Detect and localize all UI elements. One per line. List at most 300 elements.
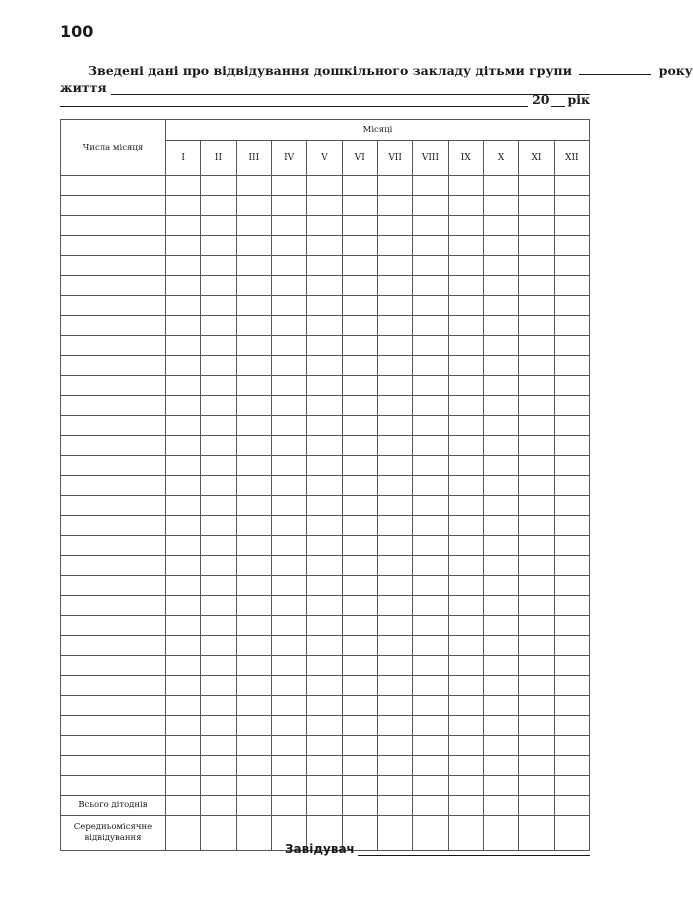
table-row	[61, 676, 590, 696]
attendance-cell	[201, 236, 236, 256]
attendance-cell	[519, 196, 554, 216]
attendance-cell	[236, 436, 271, 456]
attendance-cell	[413, 496, 448, 516]
attendance-cell	[342, 376, 377, 396]
table-row	[61, 616, 590, 636]
day-cell	[61, 356, 166, 376]
attendance-cell	[342, 696, 377, 716]
attendance-cell	[448, 676, 483, 696]
table-row	[61, 296, 590, 316]
attendance-cell	[519, 756, 554, 776]
total-days-row-cell	[271, 796, 306, 816]
attendance-cell	[166, 676, 201, 696]
attendance-cell	[448, 516, 483, 536]
document-title: Зведені дані про відвідування дошкільного закладу дітьми групи	[88, 63, 572, 78]
attendance-cell	[377, 316, 412, 336]
attendance-cell	[271, 236, 306, 256]
attendance-cell	[307, 316, 342, 336]
attendance-cell	[448, 656, 483, 676]
attendance-cell	[201, 256, 236, 276]
attendance-cell	[307, 176, 342, 196]
table-row	[61, 736, 590, 756]
attendance-cell	[236, 196, 271, 216]
total-days-row-cell	[483, 796, 518, 816]
attendance-cell	[483, 736, 518, 756]
attendance-cell	[307, 496, 342, 516]
attendance-cell	[271, 616, 306, 636]
attendance-cell	[166, 316, 201, 336]
table-row	[61, 476, 590, 496]
attendance-table	[60, 119, 590, 851]
attendance-cell	[236, 636, 271, 656]
attendance-cell	[554, 756, 589, 776]
attendance-cell	[448, 476, 483, 496]
table-row	[61, 216, 590, 236]
attendance-cell	[271, 216, 306, 236]
attendance-cell	[342, 476, 377, 496]
attendance-cell	[519, 516, 554, 536]
attendance-cell	[271, 656, 306, 676]
attendance-cell	[448, 776, 483, 796]
attendance-cell	[201, 516, 236, 536]
table-row	[61, 536, 590, 556]
attendance-cell	[201, 296, 236, 316]
attendance-cell	[377, 396, 412, 416]
attendance-cell	[166, 336, 201, 356]
attendance-cell	[519, 576, 554, 596]
attendance-cell	[201, 736, 236, 756]
attendance-cell	[554, 176, 589, 196]
attendance-cell	[377, 236, 412, 256]
attendance-cell	[342, 776, 377, 796]
attendance-cell	[271, 756, 306, 776]
attendance-cell	[201, 476, 236, 496]
attendance-cell	[166, 216, 201, 236]
attendance-cell	[377, 256, 412, 276]
signature-line	[285, 842, 590, 856]
attendance-cell	[166, 716, 201, 736]
attendance-cell	[519, 236, 554, 256]
attendance-cell	[413, 396, 448, 416]
attendance-cell	[413, 236, 448, 256]
attendance-cell	[483, 656, 518, 676]
attendance-cell	[377, 476, 412, 496]
attendance-cell	[483, 636, 518, 656]
attendance-cell	[166, 176, 201, 196]
attendance-cell	[519, 356, 554, 376]
attendance-cell	[166, 376, 201, 396]
days-column-header: Числа місяця	[61, 120, 166, 176]
attendance-cell	[271, 396, 306, 416]
attendance-cell	[271, 176, 306, 196]
attendance-cell	[448, 316, 483, 336]
attendance-cell	[201, 776, 236, 796]
day-cell	[61, 676, 166, 696]
attendance-cell	[307, 276, 342, 296]
table-row	[61, 396, 590, 416]
attendance-cell	[519, 596, 554, 616]
attendance-cell	[201, 316, 236, 336]
day-cell	[61, 376, 166, 396]
attendance-cell	[307, 196, 342, 216]
attendance-cell	[307, 236, 342, 256]
attendance-cell	[448, 236, 483, 256]
attendance-cell	[236, 596, 271, 616]
attendance-cell	[483, 176, 518, 196]
attendance-cell	[271, 576, 306, 596]
attendance-cell	[519, 656, 554, 676]
attendance-cell	[448, 496, 483, 516]
table-row	[61, 176, 590, 196]
attendance-cell	[342, 756, 377, 776]
attendance-cell	[377, 336, 412, 356]
attendance-cell	[271, 456, 306, 476]
average-attendance-row-label: Середньомісячне відвідування	[61, 816, 166, 851]
attendance-cell	[483, 216, 518, 236]
attendance-cell	[448, 736, 483, 756]
attendance-cell	[271, 336, 306, 356]
attendance-cell	[519, 456, 554, 476]
total-days-row-cell	[554, 796, 589, 816]
attendance-cell	[519, 216, 554, 236]
attendance-cell	[519, 716, 554, 736]
table-row	[61, 496, 590, 516]
attendance-cell	[413, 436, 448, 456]
attendance-cell	[483, 256, 518, 276]
attendance-cell	[166, 636, 201, 656]
attendance-cell	[413, 756, 448, 776]
table-row	[61, 696, 590, 716]
attendance-cell	[342, 716, 377, 736]
attendance-cell	[236, 536, 271, 556]
attendance-cell	[413, 356, 448, 376]
attendance-cell	[519, 776, 554, 796]
attendance-cell	[236, 676, 271, 696]
attendance-cell	[448, 196, 483, 216]
attendance-cell	[271, 316, 306, 336]
attendance-cell	[519, 336, 554, 356]
attendance-cell	[307, 396, 342, 416]
attendance-cell	[448, 176, 483, 196]
attendance-cell	[413, 516, 448, 536]
attendance-cell	[554, 616, 589, 636]
attendance-cell	[342, 336, 377, 356]
attendance-cell	[201, 176, 236, 196]
total-days-row-cell	[413, 796, 448, 816]
total-days-row-cell	[166, 796, 201, 816]
year-line-blank	[60, 94, 528, 107]
attendance-cell	[448, 596, 483, 616]
attendance-cell	[166, 476, 201, 496]
attendance-cell	[483, 696, 518, 716]
attendance-cell	[342, 276, 377, 296]
attendance-cell	[342, 576, 377, 596]
life-word: життя	[60, 80, 107, 95]
attendance-cell	[236, 376, 271, 396]
attendance-cell	[201, 716, 236, 736]
average-attendance-row-cell	[236, 816, 271, 851]
attendance-cell	[554, 656, 589, 676]
attendance-cell	[166, 456, 201, 476]
attendance-cell	[413, 316, 448, 336]
attendance-cell	[554, 276, 589, 296]
attendance-cell	[201, 216, 236, 236]
attendance-cell	[554, 556, 589, 576]
attendance-cell	[166, 496, 201, 516]
month-header: IX	[448, 141, 483, 176]
attendance-cell	[377, 716, 412, 736]
attendance-cell	[236, 496, 271, 516]
attendance-cell	[271, 496, 306, 516]
attendance-cell	[271, 516, 306, 536]
table-row	[61, 316, 590, 336]
attendance-cell	[271, 196, 306, 216]
signature-label: Завідувач	[285, 842, 355, 856]
attendance-cell	[413, 416, 448, 436]
day-cell	[61, 556, 166, 576]
day-cell	[61, 576, 166, 596]
table-row	[61, 456, 590, 476]
attendance-cell	[201, 676, 236, 696]
attendance-table-body	[61, 176, 590, 851]
attendance-cell	[307, 776, 342, 796]
attendance-cell	[554, 736, 589, 756]
attendance-cell	[377, 176, 412, 196]
attendance-cell	[448, 576, 483, 596]
attendance-cell	[342, 316, 377, 336]
day-cell	[61, 696, 166, 716]
table-row	[61, 336, 590, 356]
attendance-cell	[271, 376, 306, 396]
day-cell	[61, 256, 166, 276]
average-attendance-row-cell	[166, 816, 201, 851]
total-days-row-cell	[519, 796, 554, 816]
attendance-cell	[201, 196, 236, 216]
attendance-cell	[236, 476, 271, 496]
attendance-cell	[554, 476, 589, 496]
attendance-cell	[342, 396, 377, 416]
attendance-cell	[448, 276, 483, 296]
attendance-cell	[236, 316, 271, 336]
attendance-cell	[236, 776, 271, 796]
attendance-cell	[448, 416, 483, 436]
attendance-cell	[271, 596, 306, 616]
attendance-cell	[413, 196, 448, 216]
attendance-cell	[413, 536, 448, 556]
attendance-cell	[448, 536, 483, 556]
attendance-cell	[201, 596, 236, 616]
attendance-cell	[448, 456, 483, 476]
attendance-cell	[166, 696, 201, 716]
attendance-cell	[307, 356, 342, 376]
attendance-cell	[413, 176, 448, 196]
attendance-cell	[377, 696, 412, 716]
attendance-cell	[236, 556, 271, 576]
attendance-cell	[377, 616, 412, 636]
attendance-cell	[307, 216, 342, 236]
attendance-cell	[483, 596, 518, 616]
day-cell	[61, 636, 166, 656]
attendance-cell	[413, 596, 448, 616]
attendance-cell	[307, 676, 342, 696]
total-days-row	[61, 796, 590, 816]
month-header: X	[483, 141, 518, 176]
attendance-cell	[519, 256, 554, 276]
attendance-cell	[166, 596, 201, 616]
attendance-cell	[448, 436, 483, 456]
attendance-cell	[413, 296, 448, 316]
attendance-cell	[307, 336, 342, 356]
attendance-cell	[271, 556, 306, 576]
attendance-cell	[519, 616, 554, 636]
day-cell	[61, 496, 166, 516]
attendance-cell	[554, 516, 589, 536]
table-row	[61, 776, 590, 796]
attendance-cell	[271, 436, 306, 456]
day-cell	[61, 316, 166, 336]
attendance-cell	[554, 436, 589, 456]
attendance-cell	[236, 296, 271, 316]
table-row	[61, 236, 590, 256]
year-of-life-word: року	[658, 63, 693, 78]
attendance-cell	[166, 416, 201, 436]
attendance-cell	[519, 476, 554, 496]
attendance-cell	[554, 596, 589, 616]
attendance-cell	[342, 356, 377, 376]
attendance-cell	[519, 276, 554, 296]
attendance-cell	[271, 356, 306, 376]
attendance-cell	[307, 716, 342, 736]
attendance-cell	[377, 436, 412, 456]
attendance-cell	[236, 276, 271, 296]
day-cell	[61, 336, 166, 356]
attendance-cell	[554, 376, 589, 396]
attendance-cell	[483, 296, 518, 316]
attendance-cell	[483, 776, 518, 796]
attendance-cell	[377, 656, 412, 676]
attendance-cell	[342, 496, 377, 516]
attendance-cell	[307, 636, 342, 656]
day-cell	[61, 276, 166, 296]
attendance-cell	[342, 216, 377, 236]
day-cell	[61, 216, 166, 236]
month-header: VIII	[413, 141, 448, 176]
attendance-cell	[413, 656, 448, 676]
attendance-cell	[201, 436, 236, 456]
attendance-cell	[519, 296, 554, 316]
attendance-cell	[342, 436, 377, 456]
attendance-cell	[201, 456, 236, 476]
attendance-cell	[342, 536, 377, 556]
attendance-cell	[448, 356, 483, 376]
table-row	[61, 376, 590, 396]
attendance-cell	[413, 456, 448, 476]
attendance-cell	[554, 216, 589, 236]
attendance-cell	[554, 696, 589, 716]
attendance-cell	[307, 476, 342, 496]
year-blank	[551, 94, 565, 107]
attendance-cell	[483, 196, 518, 216]
attendance-cell	[483, 536, 518, 556]
attendance-cell	[236, 716, 271, 736]
total-days-row-cell	[342, 796, 377, 816]
attendance-cell	[307, 656, 342, 676]
attendance-cell	[307, 516, 342, 536]
attendance-cell	[236, 736, 271, 756]
attendance-cell	[448, 556, 483, 576]
attendance-cell	[377, 276, 412, 296]
heading-line-1	[60, 62, 693, 78]
attendance-cell	[236, 216, 271, 236]
attendance-cell	[483, 316, 518, 336]
table-row	[61, 356, 590, 376]
attendance-cell	[377, 216, 412, 236]
attendance-cell	[483, 676, 518, 696]
attendance-cell	[413, 636, 448, 656]
attendance-cell	[377, 736, 412, 756]
month-header: I	[166, 141, 201, 176]
attendance-cell	[201, 616, 236, 636]
attendance-cell	[483, 276, 518, 296]
attendance-cell	[483, 236, 518, 256]
day-cell	[61, 396, 166, 416]
attendance-cell	[236, 656, 271, 676]
attendance-cell	[236, 356, 271, 376]
table-row	[61, 576, 590, 596]
group-blank	[579, 62, 651, 75]
attendance-cell	[342, 676, 377, 696]
attendance-cell	[271, 776, 306, 796]
attendance-cell	[483, 716, 518, 736]
attendance-cell	[342, 656, 377, 676]
attendance-cell	[448, 716, 483, 736]
attendance-cell	[166, 536, 201, 556]
attendance-cell	[377, 296, 412, 316]
attendance-cell	[413, 336, 448, 356]
day-cell	[61, 716, 166, 736]
attendance-cell	[483, 356, 518, 376]
attendance-cell	[554, 256, 589, 276]
attendance-cell	[519, 536, 554, 556]
attendance-cell	[236, 396, 271, 416]
attendance-cell	[377, 596, 412, 616]
day-cell	[61, 656, 166, 676]
attendance-cell	[307, 576, 342, 596]
attendance-cell	[236, 256, 271, 276]
attendance-cell	[236, 616, 271, 636]
attendance-cell	[377, 776, 412, 796]
total-days-row-label: Всього дітоднів	[61, 796, 166, 816]
attendance-cell	[307, 536, 342, 556]
attendance-cell	[448, 336, 483, 356]
attendance-cell	[201, 496, 236, 516]
attendance-cell	[377, 496, 412, 516]
attendance-cell	[377, 376, 412, 396]
attendance-cell	[201, 636, 236, 656]
attendance-cell	[377, 356, 412, 376]
day-cell	[61, 416, 166, 436]
attendance-cell	[166, 776, 201, 796]
table-row	[61, 656, 590, 676]
attendance-cell	[166, 556, 201, 576]
attendance-cell	[236, 176, 271, 196]
day-cell	[61, 436, 166, 456]
attendance-cell	[271, 696, 306, 716]
day-cell	[61, 456, 166, 476]
attendance-cell	[342, 416, 377, 436]
attendance-cell	[307, 436, 342, 456]
day-cell	[61, 296, 166, 316]
